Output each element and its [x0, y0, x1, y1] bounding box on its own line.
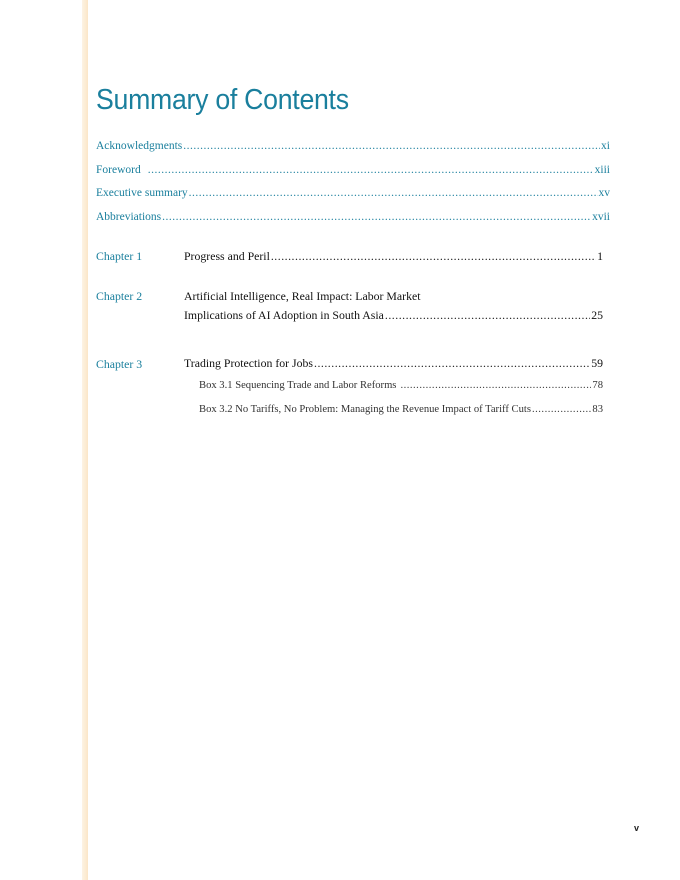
box-entry[interactable]: [199, 404, 603, 428]
margin-accent-bar: [82, 0, 88, 880]
chapter-title-link[interactable]: [184, 356, 603, 375]
dot-leader: [189, 187, 598, 199]
toc-page-number: xv: [598, 187, 610, 200]
dot-leader: [162, 211, 591, 223]
chapter-body: [184, 249, 603, 268]
dot-leader: [183, 140, 600, 152]
dot-leader: [400, 380, 591, 391]
toc-page-number: 59: [591, 356, 603, 370]
toc-page-number: 25: [591, 308, 603, 322]
toc-entry-foreword[interactable]: [96, 164, 610, 188]
chapter-body: [184, 289, 603, 327]
box-title: Box 3.2 No Tariffs, No Problem: Managing the Revenue Impact of Tariff Cuts: [199, 403, 531, 415]
toc-entry-abbreviations[interactable]: [96, 211, 610, 235]
chapter-title-link[interactable]: [184, 249, 603, 268]
box-list: [199, 380, 603, 427]
chapter-title: Trading Protection for Jobs: [184, 356, 313, 370]
box-entry[interactable]: [199, 380, 603, 404]
chapter-title: Progress and Peril: [184, 249, 270, 263]
dot-leader: [148, 164, 594, 176]
box-title: Box 3.1 Sequencing Trade and Labor Reforms: [199, 380, 397, 391]
dot-leader: [385, 308, 590, 323]
toc-page-number: xvii: [592, 210, 610, 223]
chapter-label: Chapter 2: [96, 289, 143, 303]
page-number: v: [634, 823, 640, 833]
page-title: Summary of Contents: [96, 84, 349, 116]
chapter-body: [184, 356, 603, 427]
toc-entry-label: Foreword: [96, 163, 141, 176]
toc-page-number: xi: [601, 140, 610, 152]
toc-entry-label: Acknowledgments: [96, 140, 183, 152]
dot-leader: [314, 356, 590, 371]
chapter-title-line-2: Implications of AI Adoption in South Asia: [184, 308, 384, 322]
chapter-title-line-1[interactable]: Artificial Intelligence, Real Impact: Labor Market: [184, 289, 421, 303]
toc-page-number: xiii: [594, 163, 610, 176]
dot-leader: [532, 404, 591, 415]
front-matter-list: [96, 140, 610, 234]
toc-page-number: 78: [592, 380, 603, 391]
toc-entry-acknowledgments[interactable]: [96, 140, 610, 164]
chapter-label: Chapter 3: [96, 357, 143, 371]
chapter-title-link[interactable]: [184, 308, 603, 327]
toc-page-number: 1: [597, 249, 603, 263]
dot-leader: [271, 249, 596, 264]
toc-entry-label: Executive summary: [96, 187, 188, 200]
chapter-label: Chapter 1: [96, 249, 143, 263]
toc-entry-label: Abbreviations: [96, 210, 162, 223]
toc-entry-executive-summary[interactable]: [96, 187, 610, 211]
toc-page-number: 83: [592, 403, 603, 415]
